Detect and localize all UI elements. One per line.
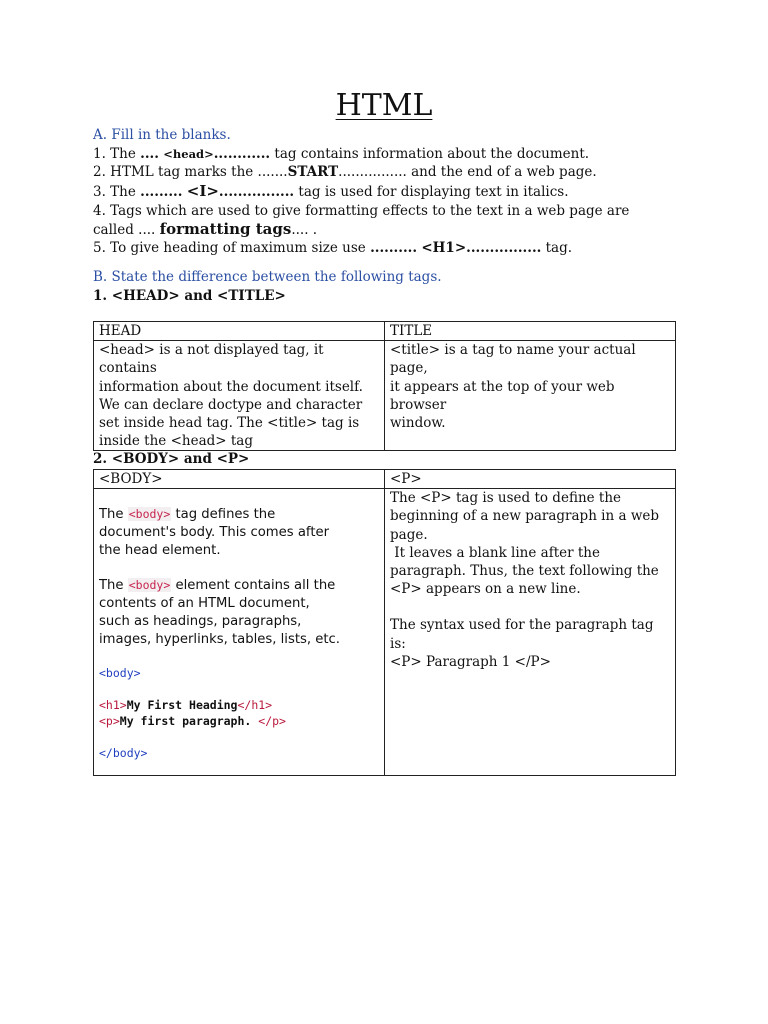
answer-4: formatting tags — [159, 220, 292, 238]
text-line: inside the <head> tag — [99, 433, 253, 450]
text-line: it appears at the top of your web browser — [390, 378, 615, 413]
head-description — [94, 341, 385, 451]
inline-code: <body> — [128, 507, 171, 522]
table-header-row — [94, 322, 676, 341]
head-title-table — [93, 321, 676, 451]
text-line: The <P> tag is used to define the — [390, 490, 622, 507]
title-description — [385, 341, 676, 451]
p-description — [385, 489, 676, 776]
answer-3: <I> — [186, 182, 219, 200]
answer-1: <head> — [163, 147, 214, 161]
question-2: 2. HTML tag marks the .......START................ and the end of a web page. — [93, 164, 597, 180]
inline-code: <body> — [128, 578, 171, 593]
text-line: <title> is a tag to name your actual page, — [390, 342, 636, 377]
table-header-row — [94, 470, 676, 489]
section-a-heading: A. Fill in the blanks. — [93, 127, 231, 143]
part-2-label: 2. <BODY> and <P> — [93, 451, 250, 467]
text-line: information about the document itself. — [99, 378, 363, 395]
body-description — [94, 489, 385, 776]
table-row — [94, 341, 676, 451]
body-paragraph-1: The <body> tag defines the document's body. This comes after the head element. — [99, 507, 330, 559]
answer-5: <H1> — [421, 240, 467, 256]
question-1: 1. The .... <head>............ tag contains information about the document. — [93, 146, 590, 162]
text-line: The syntax used for the paragraph tag is: — [390, 617, 654, 652]
code-example: <body> <h1>My First Heading</h1> <p>My first paragraph. </p> </body> — [99, 666, 286, 761]
text-line: It leaves a blank line after the — [390, 544, 600, 561]
section-b-heading: B. State the difference between the following tags. — [93, 269, 442, 285]
header-body: <BODY> — [94, 470, 385, 489]
body-paragraph-2: The <body> element contains all the contents of an HTML document, such as headings, paragraphs, images, hyperlinks, tables, lists, etc. — [99, 578, 340, 648]
part-1-label: 1. <HEAD> and <TITLE> — [93, 288, 286, 304]
text-line: set inside head tag. The <title> tag is — [99, 415, 360, 432]
header-title: TITLE — [385, 322, 676, 341]
answer-2: START — [287, 164, 339, 180]
text-line: page. — [390, 526, 428, 543]
header-head: HEAD — [94, 322, 385, 341]
text-line: <head> is a not displayed tag, it contains — [99, 342, 324, 377]
text-line: window. — [390, 415, 446, 432]
text-line: beginning of a new paragraph in a web — [390, 508, 660, 525]
question-4-line-1: 4. Tags which are used to give formatting effects to the text in a web page are — [93, 203, 630, 219]
body-p-table — [93, 469, 676, 776]
text-line: <P> Paragraph 1 </P> — [390, 653, 551, 670]
text-line: We can declare doctype and character — [99, 396, 363, 413]
question-3: 3. The ......... <I>................ tag is used for displaying text in italics. — [93, 182, 569, 200]
table-row — [94, 489, 676, 776]
page-title: HTML — [335, 88, 433, 123]
text-line: <P> appears on a new line. — [390, 581, 581, 598]
question-4-line-2: called .... formatting tags.... . — [93, 220, 318, 238]
text-line: paragraph. Thus, the text following the — [390, 563, 659, 580]
header-p: <P> — [385, 470, 676, 489]
question-5: 5. To give heading of maximum size use .......... <H1>................ tag. — [93, 240, 573, 256]
